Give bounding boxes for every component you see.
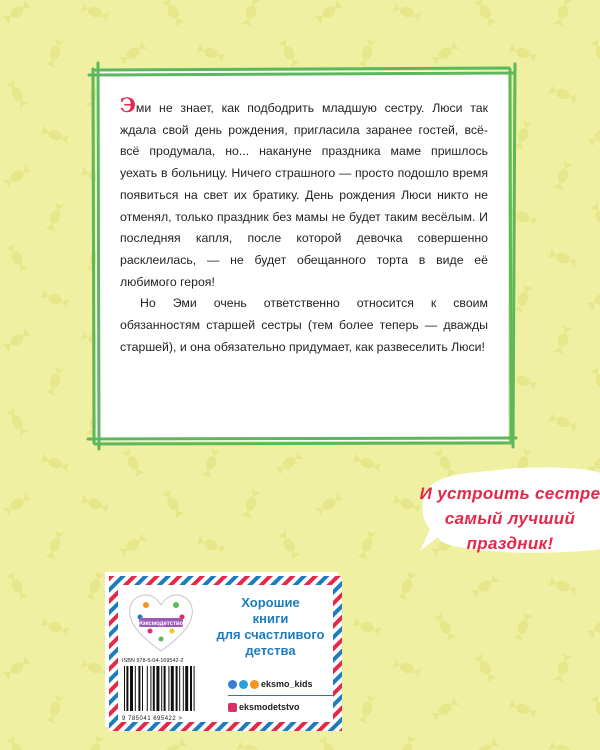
barcode-bar	[142, 666, 143, 711]
candy-icon	[4, 570, 29, 602]
candy-icon	[547, 247, 579, 269]
candy-icon	[44, 529, 66, 561]
candy-icon	[157, 736, 188, 750]
candy-icon	[276, 529, 301, 561]
barcode-bar	[168, 666, 169, 711]
candy-icon	[351, 452, 383, 474]
candy-icon	[44, 37, 66, 69]
barcode-bar	[185, 666, 188, 711]
candy-icon	[1, 490, 32, 517]
slogan-line-3: для счастливого	[216, 627, 325, 642]
barcode-bar	[150, 666, 151, 711]
social-links	[228, 677, 333, 714]
slogan-line-4: детства	[245, 643, 296, 658]
barcode-bar	[164, 666, 166, 711]
candy-icon	[39, 452, 71, 474]
site-handle: eksmodetstvo	[239, 702, 300, 712]
candy-icon	[552, 0, 574, 28]
barcode-bar	[147, 666, 148, 711]
candy-icon	[351, 616, 383, 638]
barcode-bar	[171, 666, 174, 711]
candy-icon	[273, 449, 304, 476]
candy-icon	[588, 365, 600, 397]
bubble-line-1: И устроить сестре	[419, 484, 600, 503]
slogan-line-2: книги	[252, 611, 289, 626]
blurb-frame	[96, 71, 508, 441]
candy-icon	[547, 575, 579, 597]
candy-icon	[1, 326, 32, 353]
candy-icon	[39, 124, 71, 146]
candy-icon	[39, 616, 71, 638]
candy-icon	[44, 693, 66, 725]
candy-icon	[4, 242, 29, 274]
social-row	[228, 677, 333, 691]
instagram-icon	[228, 703, 237, 712]
candy-icon	[552, 324, 574, 356]
barcode-bar	[176, 666, 178, 711]
envelope-inner	[118, 585, 333, 722]
vk-icon	[228, 680, 237, 689]
barcode-bar	[179, 666, 180, 711]
candy-icon	[547, 739, 579, 750]
dropcap: Э	[120, 93, 136, 117]
candy-icon	[120, 447, 145, 479]
barcode-bar	[135, 666, 136, 711]
slogan	[208, 595, 333, 659]
barcode-bar	[124, 666, 125, 711]
candy-icon	[313, 0, 344, 26]
candy-icon	[396, 734, 418, 750]
candy-icon	[588, 201, 600, 233]
blurb-paragraph-1	[120, 95, 488, 293]
isbn-number: ISBN 978-5-04-169542-2	[122, 658, 184, 664]
candy-icon	[84, 570, 106, 602]
candy-icon	[396, 570, 418, 602]
candy-icon	[160, 488, 185, 520]
isbn-block	[122, 658, 222, 722]
barcode-bar	[138, 666, 140, 711]
candy-icon	[356, 529, 378, 561]
blurb-paragraph-1-text: ми не знает, как подбодрить младшую сестру. Люси так ждала свой день рождения, пригласила заранее гостей, всё-всё продумала, но... накануне праздника маме пришлось уехать в больницу. Ничего страшного — просто подошло время появиться на свет их братику. День рождения Люси никто не отменял, только праздник без мамы не будет таким весёлым. И последняя капля, после которой девочка совершенно расклеилась, — не будет обещанного торта в виде её любимого героя!	[120, 101, 488, 289]
candy-icon	[44, 201, 66, 233]
candy-icon	[552, 160, 574, 192]
candy-icon	[585, 613, 600, 640]
bubble-line-2: самый лучший	[444, 509, 576, 528]
site-row	[228, 700, 333, 714]
candy-icon	[84, 734, 106, 750]
candy-icon	[547, 83, 579, 105]
candy-icon	[235, 739, 267, 750]
candy-icon	[1, 162, 32, 189]
candy-icon	[585, 285, 600, 312]
candy-icon	[512, 611, 534, 643]
candy-icon	[429, 695, 460, 722]
barcode-bar	[190, 666, 192, 711]
envelope-panel	[105, 572, 338, 727]
barcode-bar	[130, 666, 133, 711]
social-handle: eksmo_kids	[261, 679, 313, 689]
candy-icon	[588, 693, 600, 725]
blurb-text	[120, 95, 488, 358]
candy-icon	[469, 736, 500, 750]
candy-icon	[313, 490, 344, 517]
candy-icon	[200, 447, 222, 479]
candy-icon	[356, 693, 378, 725]
blurb-paragraph-2: Но Эми очень ответственно относится к своим обязанностям старшей сестры (тем более теперь — дважды старшей), и она обязательно придумает, как развеселить Люси!	[120, 296, 488, 354]
candy-icon	[195, 534, 227, 556]
candy-icon	[44, 365, 66, 397]
candy-icon	[79, 493, 111, 515]
candy-icon	[391, 1, 423, 23]
barcode-bar	[126, 666, 128, 711]
candy-icon	[472, 0, 497, 28]
candy-icon	[4, 734, 29, 750]
candy-icon	[588, 37, 600, 69]
candy-icon	[432, 611, 457, 643]
barcode-bar	[194, 666, 195, 711]
candy-icon	[4, 78, 29, 110]
bubble-line-3: праздник!	[466, 534, 554, 553]
speech-bubble	[410, 463, 600, 558]
candy-icon	[160, 0, 185, 28]
candy-icon	[1, 654, 32, 681]
candy-icon	[240, 488, 262, 520]
heart-text: #эксмодетство	[138, 621, 184, 627]
barcode-bar	[153, 666, 155, 711]
candy-icon	[117, 531, 148, 558]
slogan-line-1: Хорошие	[241, 595, 300, 610]
candy-icon	[4, 406, 29, 438]
candy-icon	[240, 0, 262, 28]
candy-icon	[79, 1, 111, 23]
barcode	[122, 666, 218, 711]
candy-icon	[391, 657, 423, 679]
candy-icon	[547, 411, 579, 433]
divider	[228, 695, 333, 696]
barcode-bar	[156, 666, 159, 711]
candy-icon	[1, 0, 32, 26]
bubble-text	[410, 481, 600, 556]
candy-icon	[472, 652, 497, 684]
candy-icon	[552, 652, 574, 684]
heart-logo	[126, 591, 196, 653]
barcode-digits: 9 785041 695422 >	[122, 716, 183, 722]
candy-icon	[585, 121, 600, 148]
candy-icon	[507, 698, 539, 720]
candy-icon	[469, 572, 500, 599]
candy-icon	[316, 734, 341, 750]
barcode-bar	[161, 666, 162, 711]
telegram-icon	[239, 680, 248, 689]
barcode-bar	[183, 666, 184, 711]
ok-icon	[250, 680, 259, 689]
candy-icon	[39, 288, 71, 310]
